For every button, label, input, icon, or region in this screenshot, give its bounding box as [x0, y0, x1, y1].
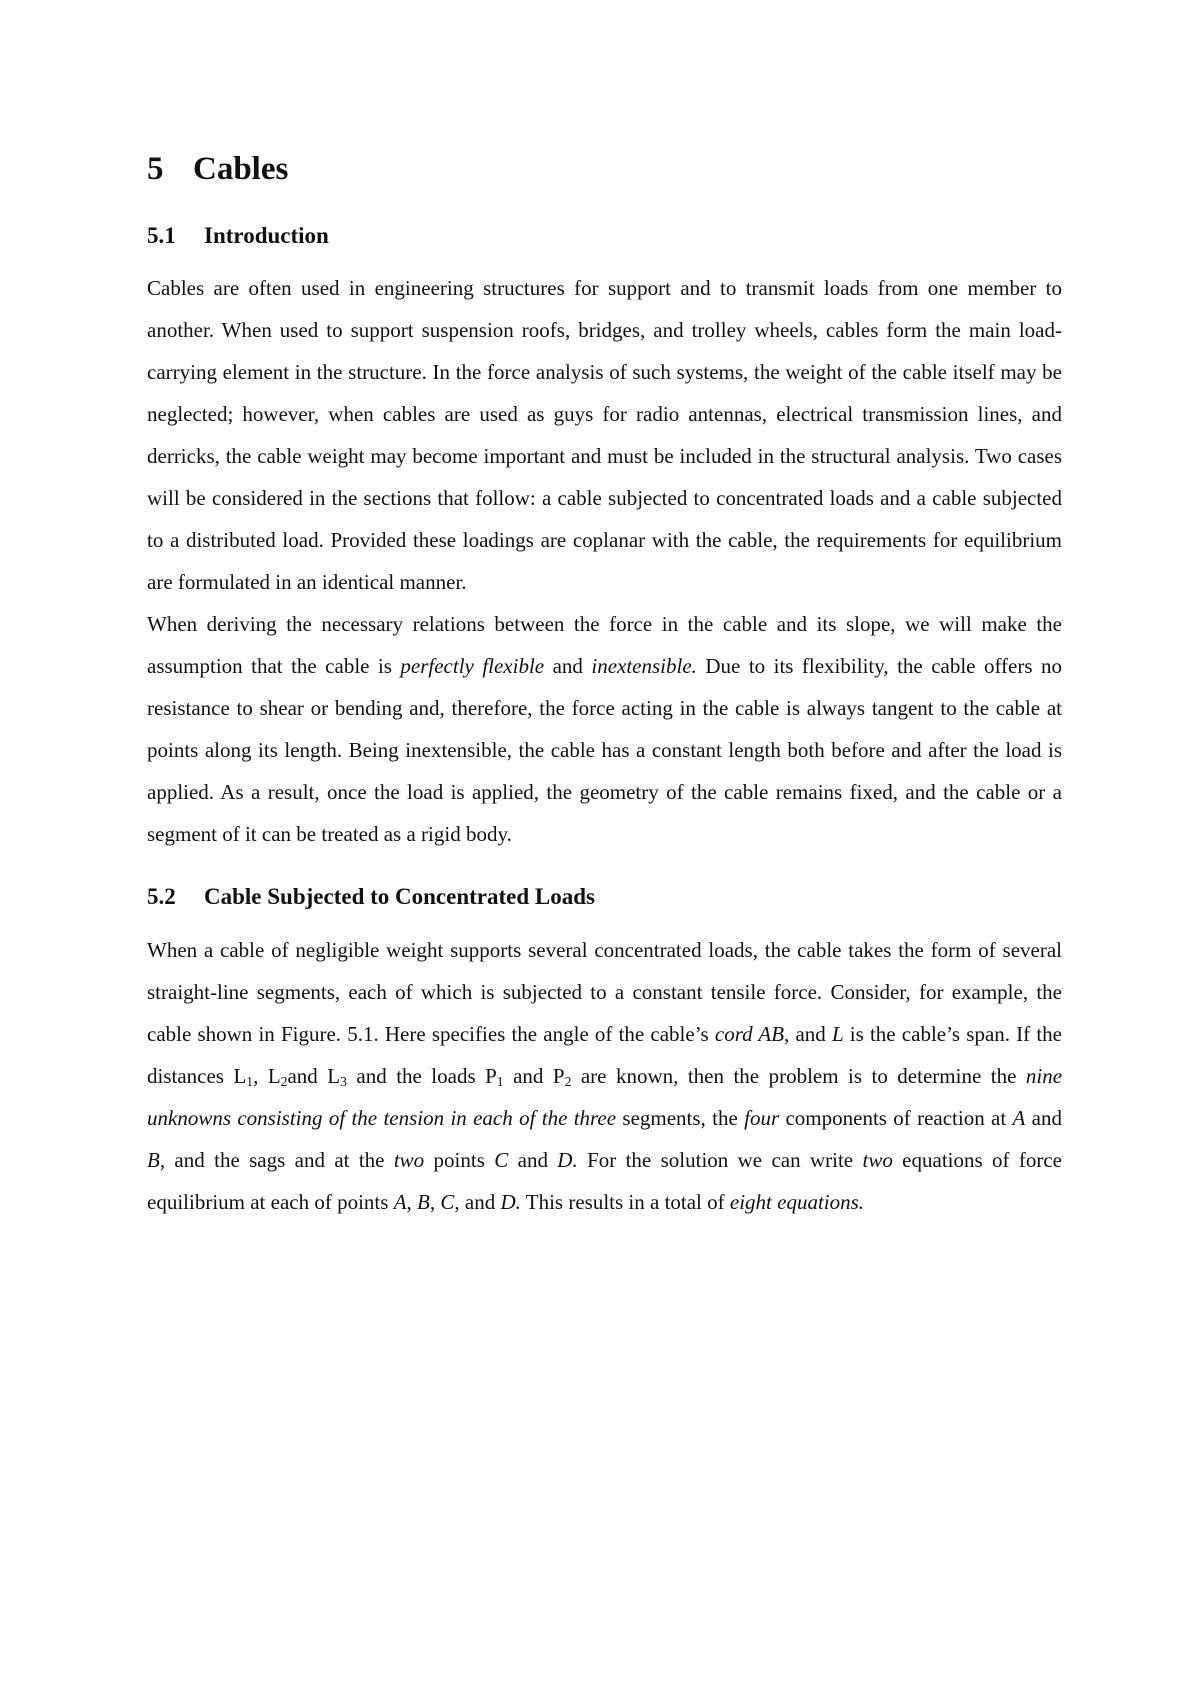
emphasis-perfectly-flexible: perfectly flexible	[400, 654, 545, 679]
emphasis-inextensible: inextensible.	[591, 654, 697, 679]
concentrated-loads-paragraph: When a cable of negligible weight supports several concentrated loads, the cable takes the form of several straight-line segments, each of which is subjected to a constant tensile force. Consider, for example, the cable shown in Figure. 5.1. Here specifies the angle of the cable’s cord AB, and L is the cable’s span. If the distances $L_1$, $L_2and$ $L_3$ and the loads $P_1$ and $P_2$ are known, then the problem is to determine the nine unknowns consisting of the tension in each of the three segments, the four components of reaction at A and B, and the sags and at the two points C and D. For the solution we can write two equations of force equilibrium at each of points A, B, C, and D. This results in a total of eight equations.	[147, 937, 1063, 1214]
section-title: Cable Subjected to Concentrated Loads	[204, 884, 595, 910]
chapter-title: Cables	[193, 151, 289, 187]
intro-paragraph-1: Cables are often used in engineering structures for support and to transmit loads from one member to another. When used to support suspension roofs, bridges, and trolley wheels, cables form the main load-carrying element in the structure. In the force analysis of such systems, the weight of the cable itself may be neglected; however, when cables are used as guys for radio antennas, electrical transmission lines, and derricks, the cable weight may become important and must be included in the structural analysis. Two cases will be considered in the sections that follow: a cable subjected to concentrated loads and a cable subjected to a distributed load. Provided these loadings are coplanar with the cable, the requirements for equilibrium are formulated in an identical manner.	[147, 276, 1062, 595]
section-title: Introduction	[204, 222, 329, 248]
chapter-number: 5	[147, 151, 164, 187]
intro-paragraph-2: When deriving the necessary relations between the force in the cable and its slope, we will make the assumption that the cable is perfectly flexible and inextensible. Due to its flexibility, the cable offers no resistance to shear or bending and, therefore, the force acting in the cable is always tangent to the cable at points along its length. Being inextensible, the cable has a constant length both before and after the load is applied. As a result, once the load is applied, the geometry of the cable remains fixed, and the cable or a segment of it can be treated as a rigid body.	[147, 612, 1062, 847]
section-number: 5.1	[147, 222, 176, 248]
section-heading-concentrated-loads	[147, 883, 1062, 911]
document-page	[147, 150, 1062, 1223]
chapter-heading	[147, 150, 1062, 190]
section-number: 5.2	[147, 884, 176, 910]
section-heading-introduction	[147, 222, 1062, 250]
